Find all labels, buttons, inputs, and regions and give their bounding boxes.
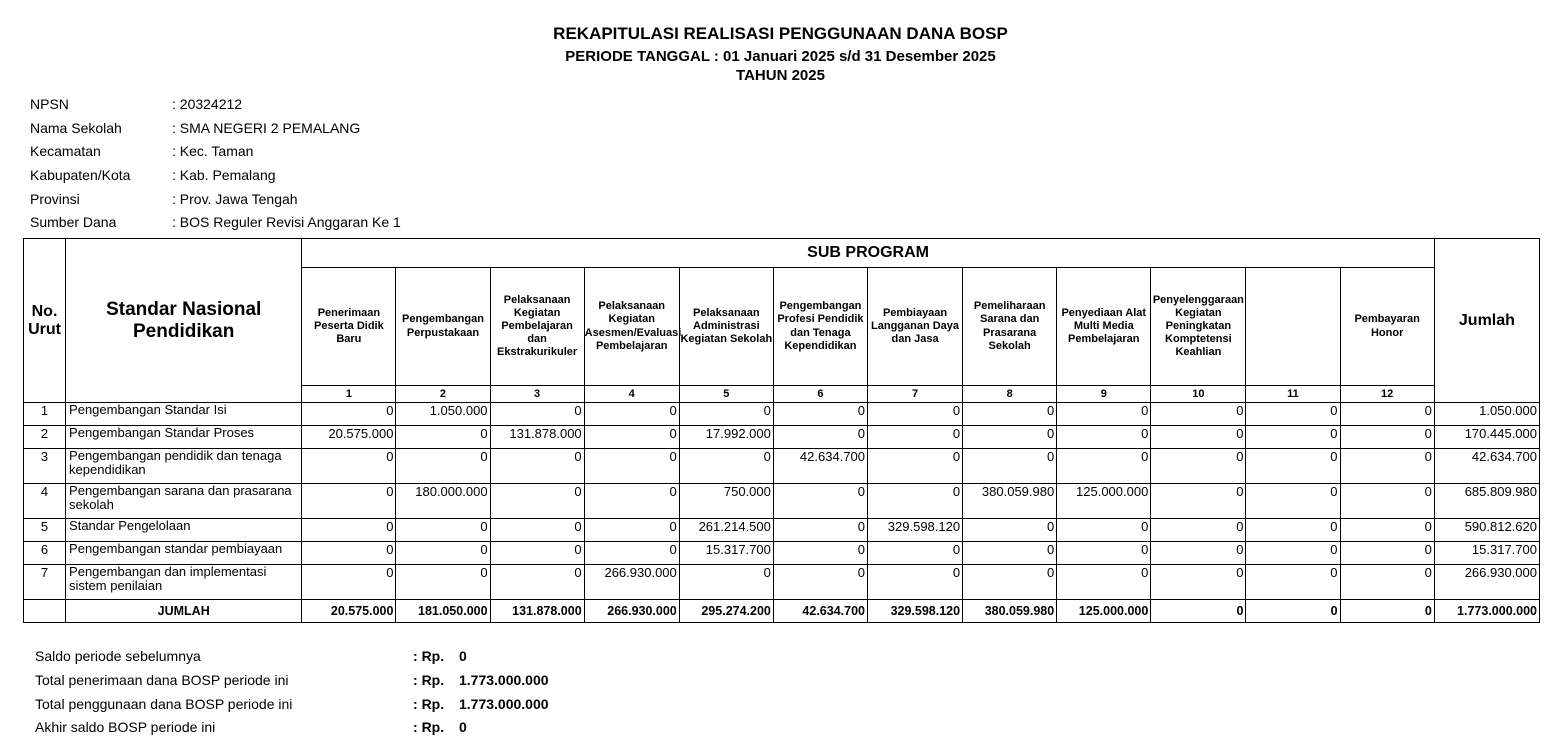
info-row-school-name [30, 120, 401, 144]
column-number-10: 10 [1151, 386, 1246, 403]
cell-value: 42.634.700 [773, 449, 867, 484]
summary-label: Total penggunaan dana BOSP periode ini [35, 695, 293, 712]
cell-value: 0 [396, 519, 490, 542]
cell-value: 0 [1340, 484, 1434, 519]
info-label: Kecamatan [30, 143, 101, 160]
info-row-province [30, 191, 401, 215]
column-header-10: Penyelenggaraan Kegiatan Peningkatan Komptetensi Keahlian [1151, 268, 1246, 386]
cell-value: 0 [302, 519, 396, 542]
row-jumlah: 590.812.620 [1434, 519, 1539, 542]
info-label: Provinsi [30, 190, 80, 207]
cell-value: 0 [963, 519, 1057, 542]
cell-value: 380.059.980 [963, 484, 1057, 519]
info-row-fund-source [30, 214, 401, 238]
total-row [24, 600, 1540, 623]
summary-value: 1.773.000.000 [459, 695, 549, 712]
cell-value: 0 [963, 449, 1057, 484]
cell-value: 750.000 [679, 484, 773, 519]
cell-value: 0 [867, 565, 962, 600]
total-value: 295.274.200 [679, 600, 773, 623]
cell-value: 0 [1057, 565, 1151, 600]
table-row [24, 565, 1540, 600]
column-number-12: 12 [1340, 386, 1434, 403]
cell-value: 0 [963, 403, 1057, 426]
table-row [24, 426, 1540, 449]
header-standar: Standar Nasional Pendidikan [66, 239, 302, 403]
table-row [24, 449, 1540, 484]
column-header-2: Pengembangan Perpustakaan [396, 268, 490, 386]
column-header-3: Pelaksanaan Kegiatan Pembelajaran dan Ekstrakurikuler [490, 268, 584, 386]
cell-value: 0 [1057, 449, 1151, 484]
column-number-6: 6 [773, 386, 867, 403]
info-value: : Prov. Jawa Tengah [172, 191, 298, 215]
info-value: : BOS Reguler Revisi Anggaran Ke 1 [172, 214, 401, 238]
cell-value: 131.878.000 [490, 426, 584, 449]
column-number-5: 5 [679, 386, 773, 403]
row-number: 7 [24, 565, 66, 600]
cell-value: 0 [867, 484, 962, 519]
cell-value: 0 [867, 426, 962, 449]
cell-value: 0 [396, 449, 490, 484]
row-jumlah: 266.930.000 [1434, 565, 1539, 600]
cell-value: 0 [1057, 542, 1151, 565]
info-label: Sumber Dana [30, 214, 117, 231]
cell-value: 0 [584, 484, 679, 519]
column-number-9: 9 [1057, 386, 1151, 403]
total-value: 329.598.120 [867, 600, 962, 623]
cell-value: 0 [963, 542, 1057, 565]
cell-value: 0 [773, 565, 867, 600]
cell-value: 0 [490, 484, 584, 519]
column-number-7: 7 [867, 386, 962, 403]
total-value: 380.059.980 [963, 600, 1057, 623]
cell-value: 0 [1246, 426, 1340, 449]
summary-row [35, 696, 549, 720]
cell-value: 0 [584, 403, 679, 426]
cell-value: 17.992.000 [679, 426, 773, 449]
cell-value: 0 [1340, 426, 1434, 449]
row-number: 5 [24, 519, 66, 542]
cell-value: 0 [679, 449, 773, 484]
cell-value: 0 [773, 519, 867, 542]
cell-value: 261.214.500 [679, 519, 773, 542]
summary-currency: : Rp. [413, 719, 459, 743]
total-value: 0 [1340, 600, 1434, 623]
info-value: : 20324212 [172, 96, 242, 120]
cell-value: 0 [1151, 519, 1246, 542]
info-label: Kabupaten/Kota [30, 167, 131, 184]
column-header-9: Penyediaan Alat Multi Media Pembelajaran [1057, 268, 1151, 386]
cell-value: 0 [1246, 565, 1340, 600]
cell-value: 0 [1246, 542, 1340, 565]
cell-value: 0 [302, 449, 396, 484]
row-standard-name: Pengembangan standar pembiayaan [66, 542, 302, 565]
summary-row [35, 672, 549, 696]
cell-value: 0 [490, 403, 584, 426]
row-standard-name: Pengembangan sarana dan prasarana sekolah [66, 484, 302, 519]
cell-value: 0 [1340, 449, 1434, 484]
cell-value: 0 [396, 426, 490, 449]
info-label: Nama Sekolah [30, 119, 122, 136]
cell-value: 0 [773, 403, 867, 426]
cell-value: 0 [490, 519, 584, 542]
table-row [24, 542, 1540, 565]
header-sub-program: SUB PROGRAM [302, 239, 1434, 268]
cell-value: 0 [773, 542, 867, 565]
cell-value: 0 [963, 565, 1057, 600]
cell-value: 0 [302, 565, 396, 600]
row-jumlah: 685.809.980 [1434, 484, 1539, 519]
cell-value: 0 [1151, 426, 1246, 449]
summary-currency: : Rp. [413, 672, 459, 696]
row-number: 1 [24, 403, 66, 426]
cell-value: 0 [1057, 426, 1151, 449]
cell-value: 1.050.000 [396, 403, 490, 426]
cell-value: 20.575.000 [302, 426, 396, 449]
summary-value: 0 [459, 719, 467, 736]
cell-value: 266.930.000 [584, 565, 679, 600]
cell-value: 0 [396, 565, 490, 600]
cell-value: 180.000.000 [396, 484, 490, 519]
summary-value: 1.773.000.000 [459, 671, 549, 688]
cell-value: 0 [1246, 403, 1340, 426]
cell-value: 0 [1246, 449, 1340, 484]
cell-value: 0 [490, 449, 584, 484]
summary-row [35, 648, 549, 672]
total-value: 181.050.000 [396, 600, 490, 623]
info-value: : Kab. Pemalang [172, 167, 276, 191]
column-header-8: Pemeliharaan Sarana dan Prasarana Sekolah [963, 268, 1057, 386]
cell-value: 0 [1340, 565, 1434, 600]
cell-value: 0 [1151, 449, 1246, 484]
total-value: 125.000.000 [1057, 600, 1151, 623]
row-standard-name: Pengembangan Standar Isi [66, 403, 302, 426]
column-header-11 [1246, 268, 1340, 386]
report-year: TAHUN 2025 [736, 67, 825, 84]
cell-value: 15.317.700 [679, 542, 773, 565]
cell-value: 0 [1057, 519, 1151, 542]
cell-value: 125.000.000 [1057, 484, 1151, 519]
cell-value: 0 [1151, 565, 1246, 600]
row-standard-name: Pengembangan Standar Proses [66, 426, 302, 449]
row-jumlah: 1.050.000 [1434, 403, 1539, 426]
table-row [24, 403, 1540, 426]
summary-currency: : Rp. [413, 648, 459, 672]
total-value: 20.575.000 [302, 600, 396, 623]
info-label: NPSN [30, 96, 69, 112]
cell-value: 0 [1151, 542, 1246, 565]
cell-value: 0 [1246, 484, 1340, 519]
total-value: 0 [1151, 600, 1246, 623]
summary-currency: : Rp. [413, 696, 459, 720]
column-header-12: Pembayaran Honor [1340, 268, 1434, 386]
school-info [30, 96, 401, 238]
summary-label: Total penerimaan dana BOSP periode ini [35, 671, 289, 688]
row-standard-name: Pengembangan pendidik dan tenaga kependidikan [66, 449, 302, 484]
cell-value: 0 [584, 519, 679, 542]
info-value: : Kec. Taman [172, 143, 253, 167]
header-no-urut: No. Urut [24, 239, 66, 403]
cell-value: 0 [302, 403, 396, 426]
cell-value: 0 [584, 426, 679, 449]
row-number: 3 [24, 449, 66, 484]
cell-value: 0 [584, 449, 679, 484]
summary-label: Akhir saldo BOSP periode ini [35, 719, 216, 736]
row-standard-name: Standar Pengelolaan [66, 519, 302, 542]
cell-value: 0 [963, 426, 1057, 449]
cell-value: 0 [773, 426, 867, 449]
row-jumlah: 42.634.700 [1434, 449, 1539, 484]
info-row-regency [30, 167, 401, 191]
column-number-1: 1 [302, 386, 396, 403]
total-value: 0 [1246, 600, 1340, 623]
cell-value: 0 [773, 484, 867, 519]
cell-value: 0 [490, 542, 584, 565]
table-row [24, 484, 1540, 519]
column-header-1: Penerimaan Peserta Didik Baru [302, 268, 396, 386]
column-number-3: 3 [490, 386, 584, 403]
info-value: : SMA NEGERI 2 PEMALANG [172, 120, 360, 144]
cell-value: 0 [584, 542, 679, 565]
total-value: 266.930.000 [584, 600, 679, 623]
cell-value: 0 [1151, 484, 1246, 519]
cell-value: 0 [679, 565, 773, 600]
row-number: 4 [24, 484, 66, 519]
report-title: REKAPITULASI REALISASI PENGGUNAAN DANA BOSP [553, 24, 1008, 43]
info-row-npsn [30, 96, 401, 120]
total-label: JUMLAH [66, 600, 302, 623]
row-jumlah: 15.317.700 [1434, 542, 1539, 565]
cell-value: 0 [1340, 403, 1434, 426]
grand-total: 1.773.000.000 [1434, 600, 1539, 623]
cell-value: 0 [1057, 403, 1151, 426]
cell-value: 329.598.120 [867, 519, 962, 542]
summary-value: 0 [459, 648, 467, 664]
cell-value: 0 [1246, 519, 1340, 542]
column-header-7: Pembiayaan Langganan Daya dan Jasa [867, 268, 962, 386]
cell-value: 0 [490, 565, 584, 600]
total-value: 131.878.000 [490, 600, 584, 623]
info-row-district [30, 143, 401, 167]
cell-value: 0 [679, 403, 773, 426]
column-header-4: Pelaksanaan Kegiatan Asesmen/Evaluasi Pembelajaran [584, 268, 679, 386]
balance-summary [35, 648, 549, 743]
total-blank-cell [24, 600, 66, 623]
cell-value: 0 [302, 542, 396, 565]
row-number: 6 [24, 542, 66, 565]
column-number-2: 2 [396, 386, 490, 403]
summary-label: Saldo periode sebelumnya [35, 648, 201, 664]
column-number-11: 11 [1246, 386, 1340, 403]
table-row [24, 519, 1540, 542]
row-number: 2 [24, 426, 66, 449]
report-period: PERIODE TANGGAL : 01 Januari 2025 s/d 31 Desember 2025 [565, 48, 996, 65]
column-number-4: 4 [584, 386, 679, 403]
cell-value: 0 [867, 449, 962, 484]
cell-value: 0 [1340, 519, 1434, 542]
realization-table [23, 238, 1540, 623]
total-value: 42.634.700 [773, 600, 867, 623]
column-header-5: Pelaksanaan Administrasi Kegiatan Sekolah [679, 268, 773, 386]
cell-value: 0 [396, 542, 490, 565]
cell-value: 0 [302, 484, 396, 519]
row-standard-name: Pengembangan dan implementasi sistem penilaian [66, 565, 302, 600]
cell-value: 0 [1151, 403, 1246, 426]
column-header-6: Pengembangan Profesi Pendidik dan Tenaga Kependidikan [773, 268, 867, 386]
row-jumlah: 170.445.000 [1434, 426, 1539, 449]
cell-value: 0 [867, 542, 962, 565]
column-number-8: 8 [963, 386, 1057, 403]
header-jumlah: Jumlah [1434, 239, 1539, 403]
cell-value: 0 [867, 403, 962, 426]
cell-value: 0 [1340, 542, 1434, 565]
summary-row [35, 719, 549, 743]
